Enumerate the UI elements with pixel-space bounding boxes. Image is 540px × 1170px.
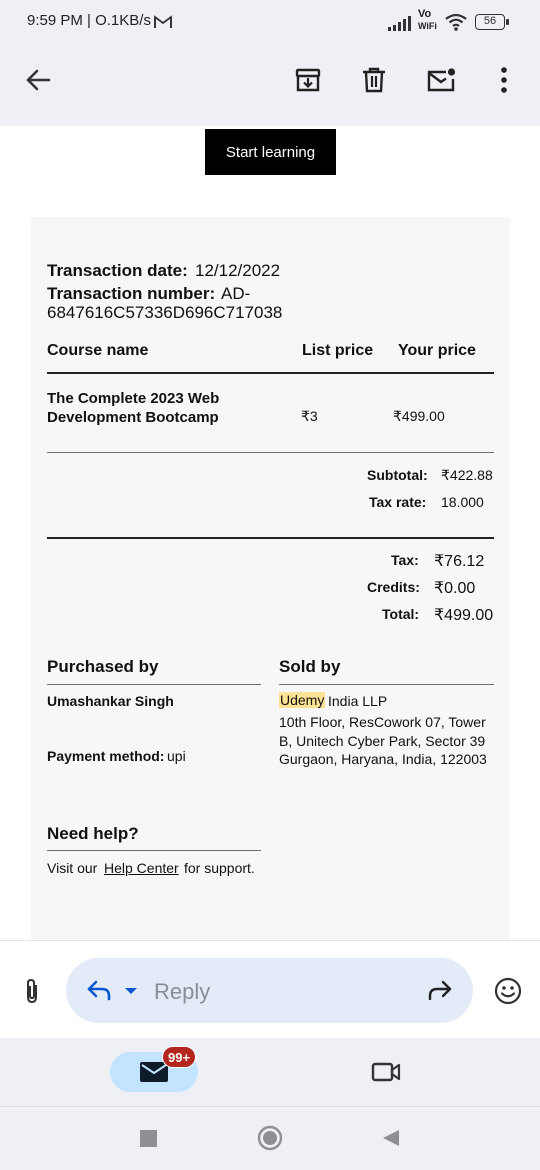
column-header-course: Course name [47, 342, 149, 359]
receipt-card [31, 217, 510, 940]
seller-highlight: Udemy [280, 692, 325, 708]
payment-method-value: upi [167, 748, 186, 764]
table-header-divider [47, 372, 494, 374]
total-value: ₹499.00 [434, 607, 494, 624]
start-learning-button[interactable]: Start learning [205, 129, 336, 175]
payment-method-label: Payment method: [47, 748, 165, 764]
unread-count-badge: 99+ [162, 1046, 196, 1068]
mark-unread-button[interactable] [418, 58, 464, 102]
list-price-value: ₹3 [301, 408, 318, 424]
archive-button[interactable] [286, 58, 330, 102]
gmail-notification-icon [154, 14, 172, 30]
battery-tip [506, 19, 509, 25]
delete-button[interactable] [352, 58, 396, 102]
arrow-back-icon [25, 69, 51, 91]
subtotal-value: ₹422.88 [441, 467, 493, 483]
column-header-your-price: Your price [398, 342, 476, 359]
reply-placeholder: Reply [154, 979, 211, 1004]
total-label: Total: [382, 606, 420, 622]
help-center-link[interactable]: Help Center [104, 860, 179, 876]
more-vert-icon [500, 67, 508, 93]
attach-button[interactable] [14, 971, 50, 1011]
need-help-divider [47, 850, 261, 851]
tax-rate-value: 18.000 [441, 494, 484, 510]
paperclip-icon [23, 977, 41, 1005]
more-options-button[interactable] [484, 58, 524, 102]
subtotal-label: Subtotal: [367, 467, 428, 483]
seller-address-line1: 10th Floor, ResCowork 07, Tower [279, 714, 486, 730]
trash-icon [362, 67, 386, 93]
email-body [0, 126, 540, 940]
course-name-line1: The Complete 2023 Web [47, 390, 220, 407]
transaction-number-value-line1: AD- [221, 284, 251, 303]
mark-unread-icon [426, 67, 456, 93]
course-name-line2: Development Bootcamp [47, 409, 219, 426]
sold-by-heading: Sold by [279, 657, 341, 676]
meet-tab[interactable] [364, 1052, 408, 1092]
help-suffix: for support. [184, 860, 255, 876]
back-nav-button[interactable] [381, 1128, 401, 1148]
video-camera-icon [371, 1061, 401, 1083]
reply-options-dropdown-icon[interactable] [124, 987, 138, 995]
reply-icon[interactable] [86, 979, 112, 1001]
tax-value: ₹76.12 [434, 553, 485, 570]
reply-bar [0, 940, 540, 1038]
tax-label: Tax: [391, 552, 419, 568]
sold-by-divider [279, 684, 494, 685]
forward-icon[interactable] [427, 979, 453, 1001]
seller-address-line2: B, Unitech Cyber Park, Sector 39 [279, 733, 486, 749]
seller-address-line3: Gurgaon, Haryana, India, 122003 [279, 751, 487, 767]
status-bar [0, 0, 540, 44]
system-navigation-bar [0, 1106, 540, 1170]
transaction-number-value-line2: 6847616C57336D696C717038 [47, 303, 283, 322]
emoji-reaction-button[interactable] [488, 971, 528, 1011]
home-button[interactable] [257, 1125, 283, 1151]
help-prefix: Visit our [47, 860, 98, 876]
totals-divider [47, 537, 494, 539]
recents-button[interactable] [140, 1130, 157, 1147]
signal-icon [387, 16, 413, 32]
wifi-icon [444, 12, 468, 32]
need-help-heading: Need help? [47, 824, 139, 843]
column-header-list-price: List price [302, 342, 374, 359]
volte-label-top: Vo [418, 8, 432, 20]
purchased-by-heading: Purchased by [47, 657, 159, 676]
purchaser-name: Umashankar Singh [47, 693, 174, 709]
battery-indicator [475, 14, 505, 30]
purchased-by-divider [47, 684, 261, 685]
bottom-navigation [0, 1038, 540, 1106]
status-time-speed: 9:59 PM | O.1KB/s [27, 12, 151, 29]
your-price-value: ₹499.00 [393, 408, 445, 424]
archive-icon [295, 67, 321, 93]
seller-name-rest: India LLP [328, 693, 388, 709]
volte-label-bottom: WiFi [418, 21, 437, 31]
row-divider [47, 452, 494, 453]
email-toolbar [0, 44, 540, 126]
transaction-date-label: Transaction date: [47, 261, 188, 280]
tax-rate-label: Tax rate: [369, 494, 427, 510]
back-button[interactable] [16, 58, 60, 102]
battery-level: 56 [483, 15, 497, 27]
credits-label: Credits: [367, 579, 420, 595]
mail-tab[interactable] [110, 1052, 198, 1092]
reply-field[interactable] [66, 958, 473, 1023]
transaction-date-value: 12/12/2022 [195, 261, 281, 280]
smiley-icon [494, 977, 522, 1005]
credits-value: ₹0.00 [434, 580, 476, 597]
transaction-number-label: Transaction number: [47, 284, 216, 303]
